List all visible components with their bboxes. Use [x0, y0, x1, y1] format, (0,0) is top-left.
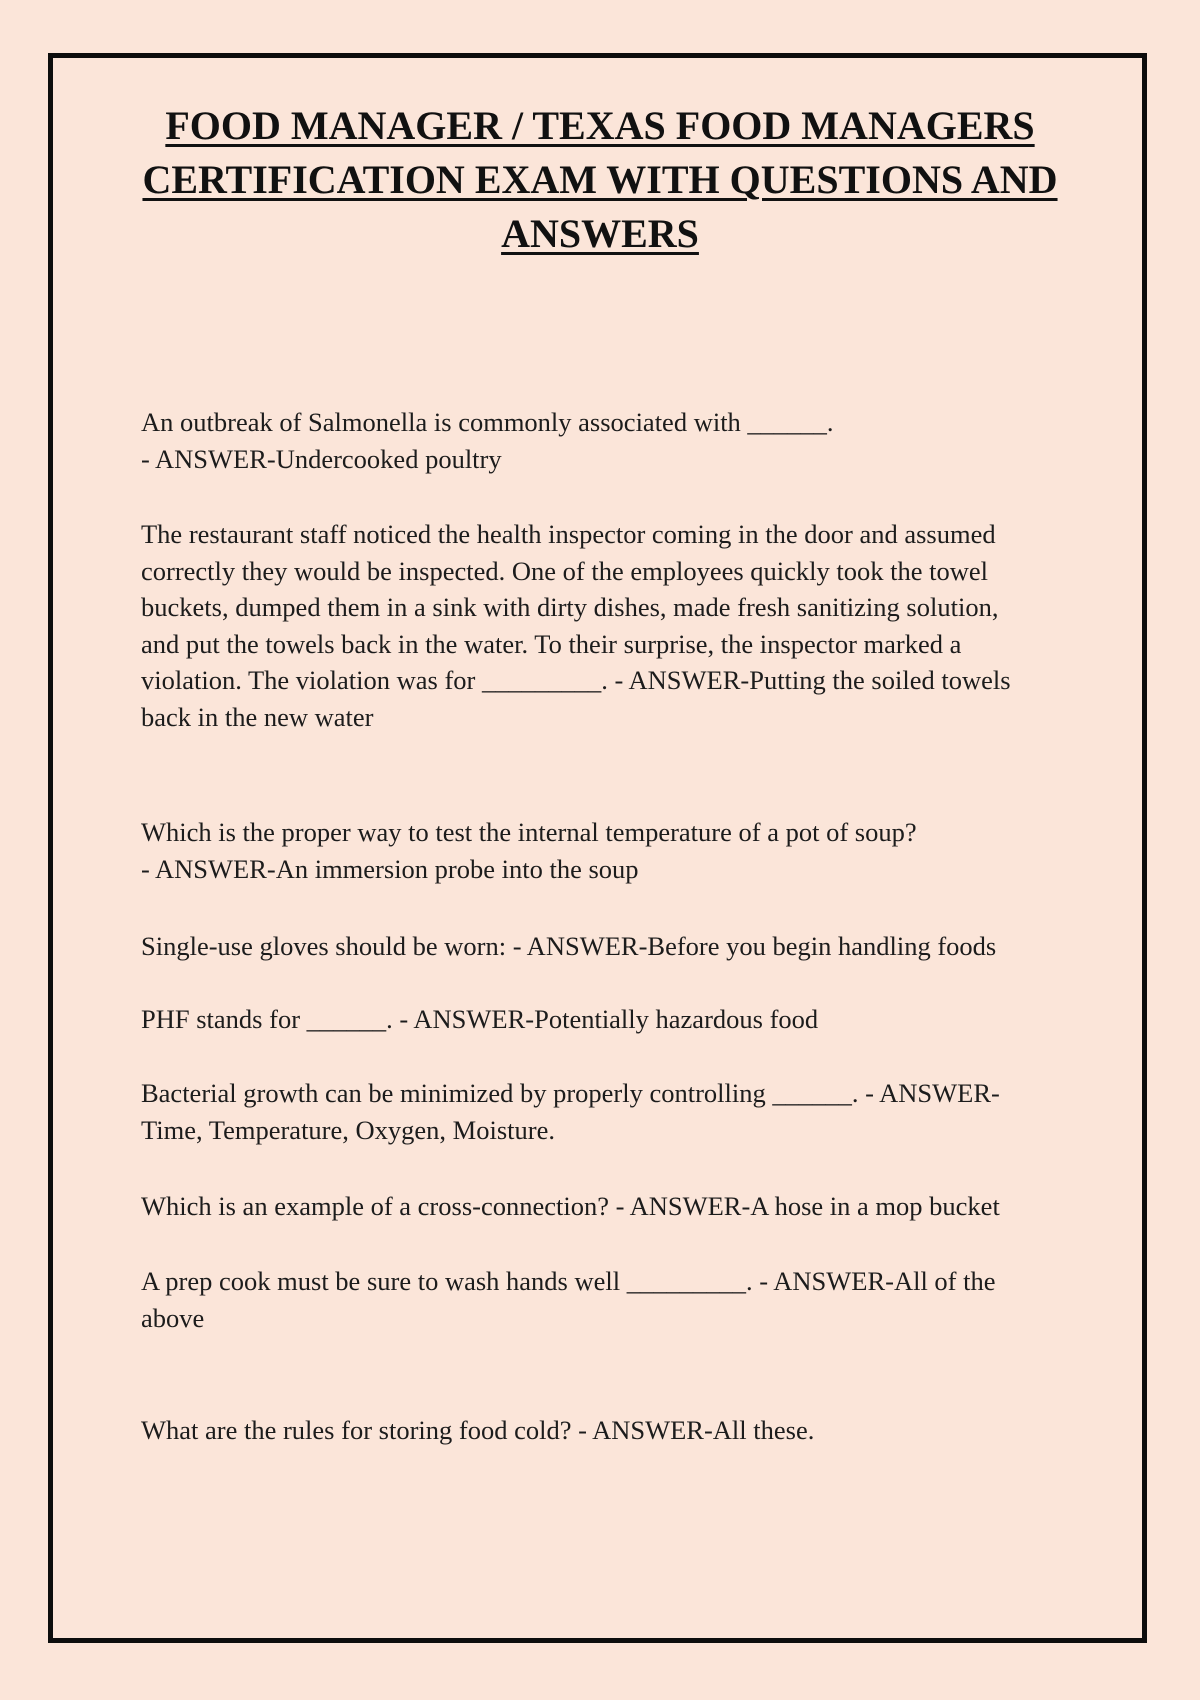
question-text: An outbreak of Salmonella is commonly associated with ______. [141, 407, 834, 437]
qa-item-cross-connection [141, 1188, 1061, 1225]
question-answer-text: PHF stands for ______. - ANSWER-Potentially hazardous food [141, 1004, 819, 1034]
question-text: buckets, dumped them in a sink with dirty dishes, made fresh sanitizing solution, [141, 592, 999, 622]
question-answer-text: Which is an example of a cross-connection? - ANSWER-A hose in a mop bucket [141, 1191, 1000, 1221]
question-text: The restaurant staff noticed the health inspector coming in the door and assumed [141, 519, 996, 549]
title-line: ANSWERS [501, 211, 699, 256]
answer-text: - ANSWER-An immersion probe into the soup [141, 853, 639, 884]
qa-item-soup-temperature [141, 814, 1061, 887]
answer-text: - ANSWER-Undercooked poultry [141, 443, 502, 474]
qa-item-gloves [141, 928, 1061, 965]
qa-item-hand-washing [141, 1263, 1061, 1336]
qa-item-towel-violation [141, 516, 1061, 735]
qa-item-bacterial-growth [141, 1075, 1061, 1148]
question-answer-text: What are the rules for storing food cold? - ANSWER-All these. [141, 1415, 815, 1445]
question-text: and put the towels back in the water. To their surprise, the inspector marked a [141, 628, 962, 659]
question-answer-text: Single-use gloves should be worn: - ANSWER-Before you begin handling foods [141, 931, 997, 961]
question-text: correctly they would be inspected. One of the employees quickly took the towel [141, 555, 989, 586]
document-title [100, 99, 1100, 261]
qa-item-phf [141, 1001, 1061, 1038]
question-answer-text: violation. The violation was for _________. - ANSWER-Putting the soiled towels [141, 665, 1011, 695]
question-text: Which is the proper way to test the internal temperature of a pot of soup? [141, 817, 917, 847]
answer-text: Time, Temperature, Oxygen, Moisture. [141, 1114, 555, 1145]
qa-item-cold-storage [141, 1412, 1061, 1449]
question-answer-text: Bacterial growth can be minimized by properly controlling ______. - ANSWER- [141, 1078, 1000, 1108]
title-line: FOOD MANAGER / TEXAS FOOD MANAGERS [165, 103, 1035, 148]
question-answer-text: A prep cook must be sure to wash hands well _________. - ANSWER-All of the [141, 1266, 996, 1296]
answer-text: above [141, 1302, 205, 1333]
title-line: CERTIFICATION EXAM WITH QUESTIONS AND [142, 157, 1058, 202]
answer-text: back in the new water [141, 701, 374, 732]
qa-item-salmonella [141, 404, 1061, 477]
